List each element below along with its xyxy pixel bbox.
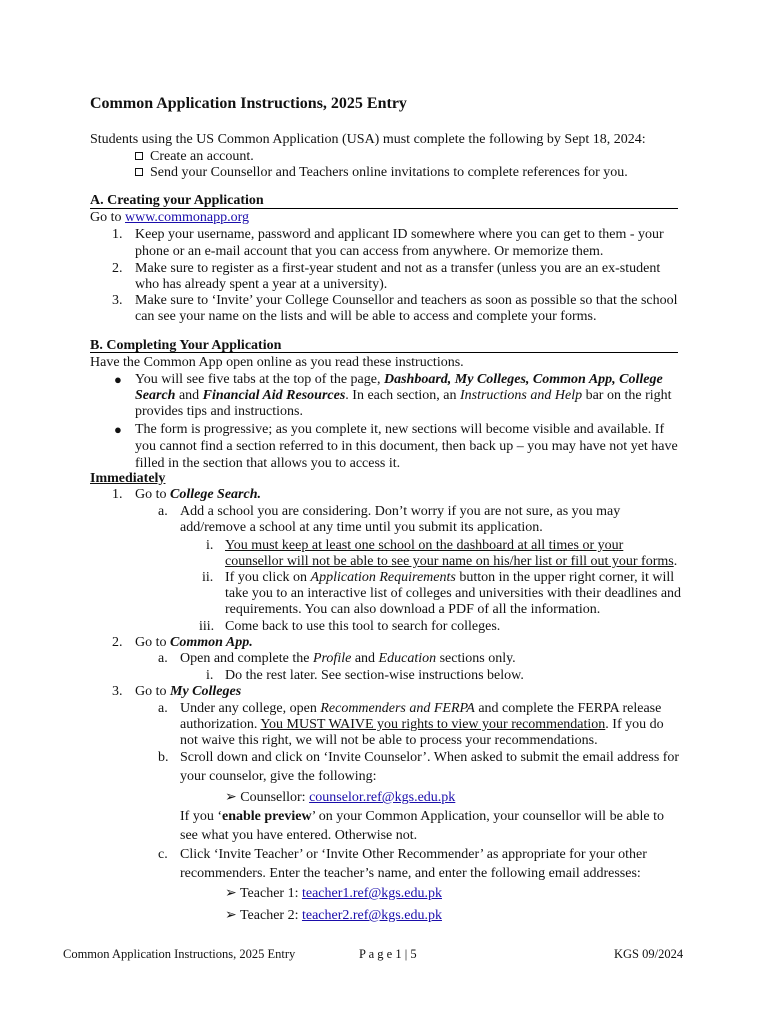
section-b-intro: Have the Common App open online as you read these instructions. <box>90 355 464 370</box>
step-title: Go to My Colleges <box>135 684 242 699</box>
list-item-line: phone or an e-mail account that you can access from anywhere. Or memorize them. <box>135 244 604 259</box>
roman-line: Do the rest later. See section-wise instructions below. <box>225 668 524 683</box>
footer-left: Common Application Instructions, 2025 Entry <box>63 947 296 961</box>
footer-right: KGS 09/2024 <box>614 947 684 961</box>
sub-line: see what you have entered. Otherwise not. <box>180 828 418 843</box>
list-item-line: can see your name on the lists and will be able to access and complete your forms. <box>135 309 597 324</box>
step-number: 2. <box>112 635 123 650</box>
bullet-dot-icon: ● <box>114 422 122 437</box>
intro-list-item: Send your Counsellor and Teachers online invitations to complete references for you. <box>135 164 628 181</box>
sub-line: Click ‘Invite Teacher’ or ‘Invite Other Recommender’ as appropriate for your other <box>180 847 647 862</box>
step-title: Go to College Search. <box>135 487 261 502</box>
list-item-line: Make sure to ‘Invite’ your College Counsellor and teachers as soon as possible so that the school <box>135 293 678 308</box>
goto-line: Go to www.commonapp.org <box>90 210 250 225</box>
square-bullet-icon <box>135 168 143 176</box>
section-b-heading: B. Completing Your Application <box>90 338 282 353</box>
sub-line: your counselor, give the following: <box>180 769 377 784</box>
bullet-line: provides tips and instructions. <box>135 404 303 419</box>
roman-number: i. <box>206 668 214 683</box>
roman-number: ii. <box>202 570 214 585</box>
sub-line: Add a school you are considering. Don’t worry if you are not sure, as you may <box>180 504 621 519</box>
list-item-line: who has already spent a year at a university). <box>135 277 388 292</box>
section-a-heading: A. Creating your Application <box>90 193 264 208</box>
step-number: 1. <box>112 487 123 502</box>
roman-line: Come back to use this tool to search for colleges. <box>225 619 501 634</box>
teacher2-email-link[interactable]: teacher2.ref@kgs.edu.pk <box>301 908 442 923</box>
footer-page-number: P a g e 1 | 5 <box>359 947 417 961</box>
list-number: 1. <box>112 227 123 242</box>
sub-line: authorization. You MUST WAIVE you rights to view your recommendation. If you do <box>180 717 664 732</box>
page-title: Common Application Instructions, 2025 Entry <box>90 95 407 112</box>
bullet-line: Search and Financial Aid Resources. In each section, an Instructions and Help bar on the right <box>135 388 672 403</box>
sub-line: Under any college, open Recommenders and FERPA and complete the FERPA release <box>180 701 662 716</box>
list-item-line: Make sure to register as a first-year student and not as a transfer (unless you are an ex-student <box>135 261 661 276</box>
roman-number: i. <box>206 538 214 553</box>
bullet-line: you cannot find a section referred to in this document, then back up – you may have not yet have <box>135 439 678 454</box>
list-item-line: Keep your username, password and applicant ID somewhere where you can get to them - your <box>135 227 664 242</box>
sub-line: Open and complete the Profile and Education sections only. <box>180 651 516 666</box>
counsellor-line: ➢ Counsellor: counselor.ref@kgs.edu.pk <box>225 790 456 805</box>
step-title: Go to Common App. <box>135 635 253 650</box>
square-bullet-icon <box>135 152 143 160</box>
teacher1-line: ➢ Teacher 1: teacher1.ref@kgs.edu.pk <box>225 886 442 901</box>
sub-line: If you ‘enable preview’ on your Common Application, your counsellor will be able to <box>180 809 664 824</box>
roman-line: take you to an interactive list of colleges and universities with their deadlines and <box>225 586 682 601</box>
sub-letter: c. <box>158 847 168 862</box>
bullet-line: The form is progressive; as you complete it, new sections will become visible and available. If <box>135 422 665 437</box>
immediately-heading: Immediately <box>90 471 166 486</box>
intro-text: Students using the US Common Application (USA) must complete the following by Sept 18, 2024: <box>90 132 646 147</box>
bullet-dot-icon: ● <box>114 372 122 387</box>
intro-list-item: Create an account. <box>135 148 254 165</box>
roman-line: counsellor will not be able to see your name on his/her list or fill out your forms. <box>225 554 678 569</box>
counsellor-email-link[interactable]: counselor.ref@kgs.edu.pk <box>309 790 456 805</box>
list-number: 3. <box>112 293 123 308</box>
sub-letter: a. <box>158 504 168 519</box>
roman-line: You must keep at least one school on the dashboard at all times or your <box>225 538 624 553</box>
sub-line: Scroll down and click on ‘Invite Counselor’. When asked to submit the email address for <box>180 750 680 765</box>
step-number: 3. <box>112 684 123 699</box>
sub-letter: a. <box>158 651 168 666</box>
sub-letter: b. <box>158 750 169 765</box>
list-number: 2. <box>112 261 123 276</box>
roman-line: requirements. You can also download a PDF of all the information. <box>225 602 601 617</box>
teacher1-email-link[interactable]: teacher1.ref@kgs.edu.pk <box>301 886 442 901</box>
roman-number: iii. <box>199 619 215 634</box>
bullet-line: You will see five tabs at the top of the page, Dashboard, My Colleges, Common App, College <box>135 372 663 387</box>
sub-line: add/remove a school at any time until you submit its application. <box>180 520 543 535</box>
roman-line: If you click on Application Requirements button in the upper right corner, it will <box>225 570 675 585</box>
sub-letter: a. <box>158 701 168 716</box>
teacher2-line: ➢ Teacher 2: teacher2.ref@kgs.edu.pk <box>225 908 442 923</box>
sub-line: not waive this right, we will not be able to process your recommendations. <box>180 733 598 748</box>
bullet-line: filled in the section that allows you to access it. <box>135 456 401 471</box>
section-b-rule <box>90 352 678 353</box>
sub-line: recommenders. Enter the teacher’s name, and enter the following email addresses: <box>180 866 641 881</box>
commonapp-link[interactable]: www.commonapp.org <box>125 210 250 225</box>
